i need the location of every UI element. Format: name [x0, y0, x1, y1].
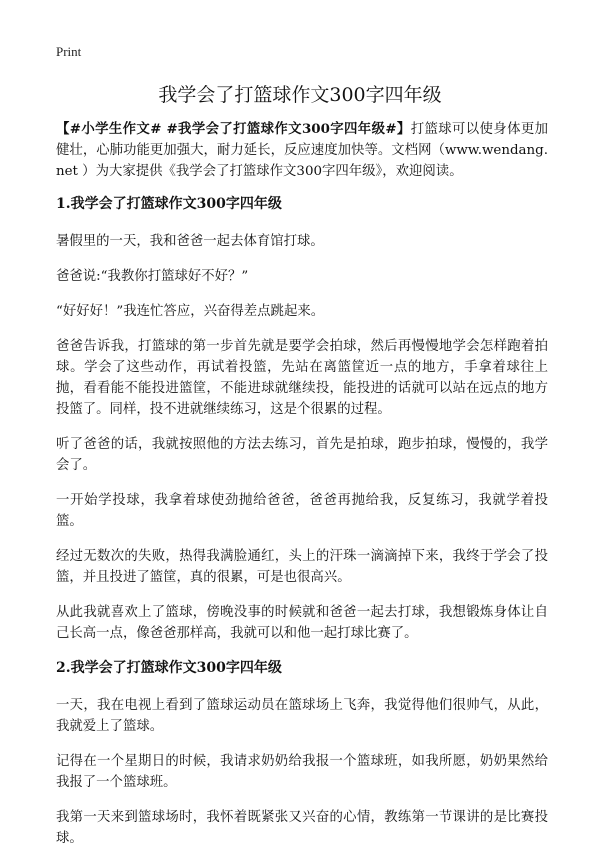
section-1-paragraph: 暑假里的一天，我和爸爸一起去体育馆打球。 — [56, 234, 324, 249]
section-heading-2: 2.我学会了打篮球作文300字四年级 — [56, 660, 282, 676]
section-2-paragraph: 一天，我在电视上看到了篮球运动员在篮球场上飞奔，我觉得他们很帅气，从此，我就爱上了篮球。 — [56, 698, 548, 734]
section-1-paragraph: “好好好！”我连忙答应，兴奋得差点跳起来。 — [56, 304, 325, 319]
section-1-paragraph: 一开始学投球，我拿着球使劲抛给爸爸，爸爸再抛给我，反复练习，我就学着投篮。 — [56, 493, 548, 529]
document-title: 我学会了打篮球作文300字四年级 — [158, 84, 442, 106]
print-label: Print — [56, 44, 82, 59]
section-1-paragraph: 爸爸说:“我教你打篮球好不好？” — [56, 269, 249, 284]
intro-paragraph — [56, 119, 548, 182]
section-1-paragraph: 听了爸爸的话，我就按照他的方法去练习，首先是拍球，跑步拍球，慢慢的，我学会了。 — [56, 437, 548, 473]
intro-tags: 【#小学生作文# #我学会了打篮球作文300字四年级#】 — [56, 121, 411, 137]
document-body — [56, 119, 548, 863]
section-1-paragraph: 爸爸告诉我，打篮球的第一步首先就是要学会拍球，然后再慢慢地学会怎样跑着拍球。学会了这些动作，再试着投篮，先站在离篮筐近一点的地方，手拿着球往上抛，看看能不能投进篮筐，不能进球就继续投，能投进的话就可以站在远点的地方投篮了。同样，投不进就继续练习，这是个很累的过程。 — [56, 339, 548, 417]
intro-text: 打篮球可以使身体更加健壮，心肺功能更加强大，耐力延长，反应速度加快等。文档网（www.wendang.net ）为大家提供《我学会了打篮球作文300字四年级》，欢迎阅读。 — [56, 122, 548, 179]
section-2-paragraph: 我第一天来到篮球场时，我怀着既紧张又兴奋的心情，教练第一节课讲的是比赛投球。 — [56, 810, 548, 846]
section-1-paragraph: 从此我就喜欢上了篮球，傍晚没事的时候就和爸爸一起去打球，我想锻炼身体让自己长高一点，像爸爸那样高，我就可以和他一起打球比赛了。 — [56, 605, 548, 641]
section-heading-1: 1.我学会了打篮球作文300字四年级 — [56, 196, 282, 212]
section-1-paragraph: 经过无数次的失败，热得我满脸通红，头上的汗珠一滴滴掉下来，我终于学会了投篮，并且投进了篮筐，真的很累，可是也很高兴。 — [56, 549, 548, 585]
section-2-paragraph: 记得在一个星期日的时候，我请求奶奶给我报一个篮球班，如我所愿，奶奶果然给我报了一个篮球班。 — [56, 754, 548, 790]
